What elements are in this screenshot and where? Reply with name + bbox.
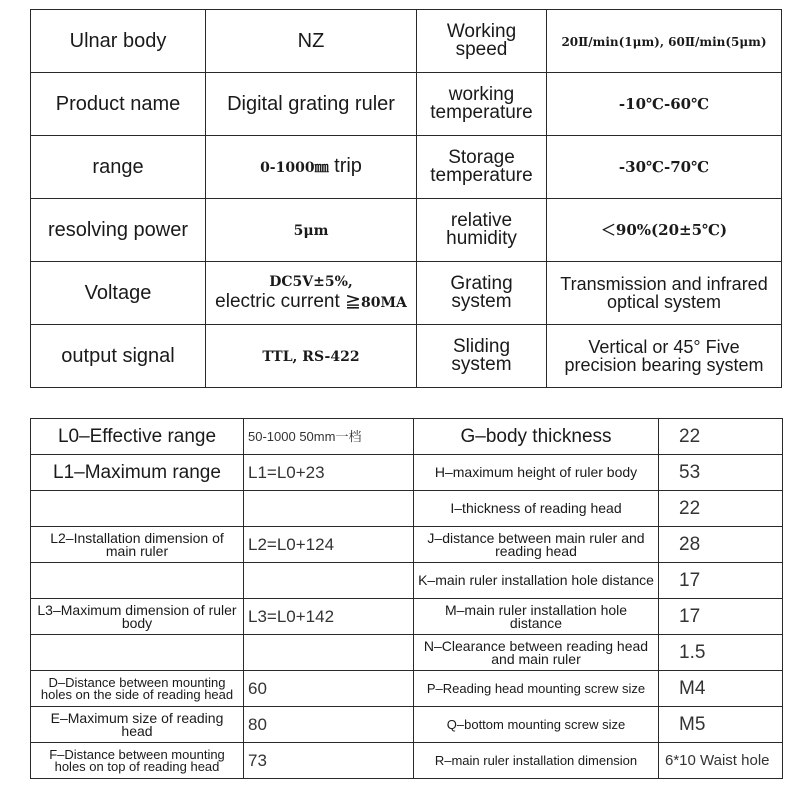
- dim-row: [31, 455, 783, 491]
- spec-value: [206, 136, 417, 199]
- dim-label2: H–maximum height of ruler body: [414, 455, 659, 491]
- spec-value: NZ: [206, 10, 417, 73]
- dim-label: [31, 491, 244, 527]
- spec-value: Digital grating ruler: [206, 73, 417, 136]
- spec-row: [31, 199, 782, 262]
- spec-value2: [547, 199, 782, 262]
- dim-label: D–Distance between mounting holes on the side of reading head: [31, 671, 244, 707]
- spec-label: output signal: [31, 325, 206, 388]
- dim-value: [244, 635, 414, 671]
- spec-value2: Vertical or 45° Five precision bearing system: [547, 325, 782, 388]
- spec-label2: Storage temperature: [417, 136, 547, 199]
- dim-label2: I–thickness of reading head: [414, 491, 659, 527]
- spec-value2-text: ＜90%(20±5℃): [600, 221, 728, 239]
- dim-label2: N–Clearance between reading head and main ruler: [414, 635, 659, 671]
- dim-value: L2=L0+124: [244, 527, 414, 563]
- dim-row: [31, 419, 783, 455]
- dim-row: [31, 635, 783, 671]
- dim-value2: 28: [659, 527, 783, 563]
- dim-value: L3=L0+142: [244, 599, 414, 635]
- spec-label: range: [31, 136, 206, 199]
- spec-label: Product name: [31, 73, 206, 136]
- spec-value-line2-strong: 80MA: [360, 295, 407, 311]
- dim-value2: 17: [659, 563, 783, 599]
- spec-value2: [547, 73, 782, 136]
- dim-row: [31, 599, 783, 635]
- dim-label: [31, 635, 244, 671]
- dim-label2: P–Reading head mounting screw size: [414, 671, 659, 707]
- dim-value: L1=L0+23: [244, 455, 414, 491]
- dim-row: [31, 527, 783, 563]
- spec-value2: Transmission and infrared optical system: [547, 262, 782, 325]
- dim-label: L0–Effective range: [31, 419, 244, 455]
- dimension-table: [30, 418, 783, 779]
- spec-row: [31, 73, 782, 136]
- dim-label2: Q–bottom mounting screw size: [414, 707, 659, 743]
- spec-table: [30, 9, 782, 388]
- dim-label2: M–main ruler installation hole distance: [414, 599, 659, 635]
- dim-label2: R–main ruler installation dimension: [414, 743, 659, 779]
- spec-label2: Grating system: [417, 262, 547, 325]
- dim-value: 80: [244, 707, 414, 743]
- spec-value2-text: -30℃-70℃: [618, 158, 710, 176]
- dim-label: L3–Maximum dimension of ruler body: [31, 599, 244, 635]
- dim-value: 60: [244, 671, 414, 707]
- dim-label: E–Maximum size of reading head: [31, 707, 244, 743]
- dim-value2: 53: [659, 455, 783, 491]
- dim-value2: 17: [659, 599, 783, 635]
- spec-value-text: TTL, RS-422: [262, 348, 360, 365]
- spec-row: [31, 136, 782, 199]
- spec-value: [206, 199, 417, 262]
- spec-label: Ulnar body: [31, 10, 206, 73]
- spec-value: [206, 325, 417, 388]
- spec-value-rest: trip: [328, 154, 362, 177]
- spec-row: [31, 262, 782, 325]
- spec-value2: [547, 10, 782, 73]
- dim-value: 73: [244, 743, 414, 779]
- dim-row: [31, 671, 783, 707]
- spec-row: [31, 10, 782, 73]
- spec-label2: Working speed: [417, 10, 547, 73]
- dim-label: [31, 563, 244, 599]
- spec-value-line2-text: electric current ≧: [215, 291, 361, 312]
- dim-value2: M4: [659, 671, 783, 707]
- dim-row: [31, 707, 783, 743]
- dim-row: [31, 491, 783, 527]
- dim-label: F–Distance between mounting holes on top of reading head: [31, 743, 244, 779]
- spec-value2: [547, 136, 782, 199]
- spec-label2: Sliding system: [417, 325, 547, 388]
- spec-row: [31, 325, 782, 388]
- spec-label2: relative humidity: [417, 199, 547, 262]
- dim-value2: 6*10 Waist hole: [659, 743, 783, 779]
- spec-value-strong: 0-1000㎜: [260, 159, 329, 176]
- spec-value-text: 5μm: [293, 222, 329, 239]
- dim-value2: 22: [659, 491, 783, 527]
- spec-label2: working temperature: [417, 73, 547, 136]
- spec-label: Voltage: [31, 262, 206, 325]
- dim-row: [31, 743, 783, 779]
- dim-value2: 1.5: [659, 635, 783, 671]
- spec-value: [206, 262, 417, 325]
- dim-value: 50-1000 50mm一档: [244, 419, 414, 455]
- dim-label2: G–body thickness: [414, 419, 659, 455]
- spec-value2-text: -10℃-60℃: [618, 95, 710, 113]
- dim-value: [244, 491, 414, 527]
- dim-label: L2–Installation dimension of main ruler: [31, 527, 244, 563]
- dim-row: [31, 563, 783, 599]
- dim-value2: 22: [659, 419, 783, 455]
- dim-value2: M5: [659, 707, 783, 743]
- dim-label: L1–Maximum range: [31, 455, 244, 491]
- spec-value-line1: DC5V±5%,: [269, 274, 353, 290]
- spec-value2-text: 20Ⅱ/min(1μm), 60Ⅱ/min(5μm): [561, 34, 767, 49]
- dim-label2: J–distance between main ruler and reading head: [414, 527, 659, 563]
- spec-label: resolving power: [31, 199, 206, 262]
- dim-label2: K–main ruler installation hole distance: [414, 563, 659, 599]
- dim-value: [244, 563, 414, 599]
